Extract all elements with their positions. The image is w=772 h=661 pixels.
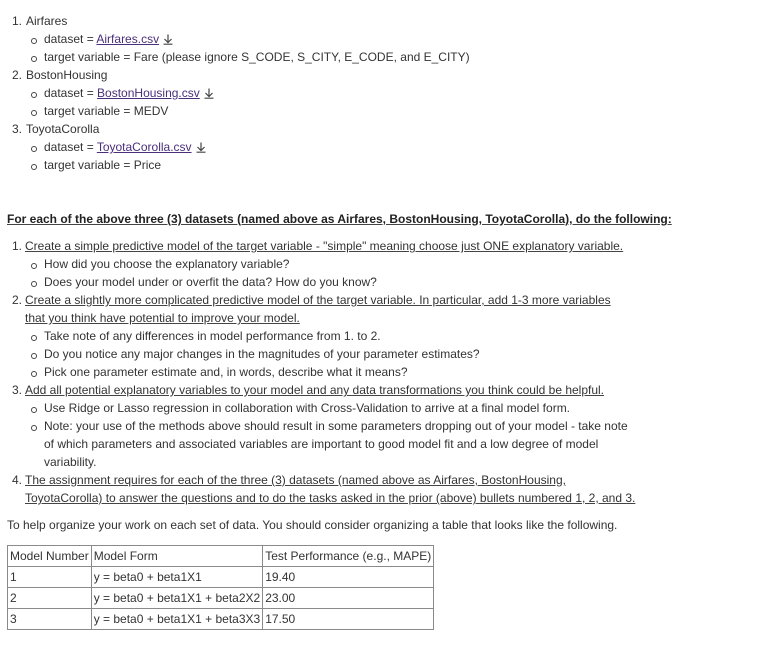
bullet-icon [31,164,37,170]
task-3-note-cont: variability. [44,455,97,469]
task-number: 3. [12,383,23,397]
bullet-icon [31,92,37,98]
table-cell: 1 [8,567,92,588]
dataset-name-airfares: Airfares [26,14,68,28]
dataset-line [44,31,173,47]
bullet-icon [31,38,37,44]
bullet-icon [31,56,37,62]
target-variable-toyotacorolla: target variable = Price [44,158,162,172]
table-intro: To help organize your work on each set of data. You should consider organizing a table that looks like the following. [7,518,618,532]
bostonhousing-csv-link[interactable]: BostonHousing.csv [97,86,200,100]
bullet-icon [31,146,37,152]
task-2-bullet: Pick one parameter estimate and, in words, describe what it means? [44,365,408,379]
table-cell: 2 [8,588,92,609]
dataset-name-toyotacorolla: ToyotaCorolla [26,122,100,136]
bullet-icon [31,353,37,359]
task-4-text: The assignment requires for each of the three (3) datasets (named above as Airfares, BostonHousing, [25,473,566,487]
instructions-heading: For each of the above three (3) datasets (named above as Airfares, BostonHousing, ToyotaCorolla), do the following: [7,212,672,226]
table-header-cell: Model Form [91,546,262,567]
task-1-text: Create a simple predictive model of the target variable - "simple" meaning choose just ONE explanatory variable. [25,239,624,253]
task-3-note: Note: your use of the methods above should result in some parameters dropping out of your model - take note [44,419,628,433]
list-number: 3. [12,122,23,136]
task-4-text-cont: ToyotaCorolla) to answer the questions and to do the tasks asked in the prior (above) bullets numbered 1, 2, and 3. [25,491,636,505]
table-row [8,588,434,609]
task-number: 2. [12,293,23,307]
table-cell: 3 [8,609,92,630]
task-2-bullet: Do you notice any major changes in the magnitudes of your parameter estimates? [44,347,480,361]
list-number: 1. [12,14,23,28]
table-cell: 19.40 [263,567,434,588]
task-number: 4. [12,473,23,487]
airfares-csv-link[interactable]: Airfares.csv [96,32,160,46]
download-icon[interactable] [204,88,214,99]
bullet-icon [31,110,37,116]
bullet-icon [31,407,37,413]
task-3-bullet: Use Ridge or Lasso regression in collaboration with Cross-Validation to arrive at a final model form. [44,401,571,415]
task-1-bullet: Does your model under or overfit the data? How do you know? [44,275,377,289]
task-2-bullet: Take note of any differences in model performance from 1. to 2. [44,329,381,343]
table-cell: 23.00 [263,588,434,609]
dataset-label: dataset = [44,32,97,46]
task-2-text: Create a slightly more complicated predictive model of the target variable. In particular, add 1-3 more variables [25,293,611,307]
dataset-line [44,139,206,155]
table-header-row [8,546,434,567]
table-header-cell: Model Number [8,546,92,567]
bullet-icon [31,425,37,431]
toyotacorolla-csv-link[interactable]: ToyotaCorolla.csv [96,140,192,154]
list-number: 2. [12,68,23,82]
task-3-text: Add all potential explanatory variables to your model and any data transformations you think could be helpful. [25,383,605,397]
bullet-icon [31,335,37,341]
task-3-note-cont: of which parameters and associated variables are important to good model fit and a low degree of model [44,437,599,451]
dataset-line [44,85,214,101]
download-icon[interactable] [163,34,173,45]
task-number: 1. [12,239,23,253]
bullet-icon [31,281,37,287]
task-2-text-cont: that you think have potential to improve your model. [25,311,300,325]
target-variable-airfares: target variable = Fare (please ignore S_CODE, S_CITY, E_CODE, and E_CITY) [44,50,470,64]
table-cell: 17.50 [263,609,434,630]
table-row [8,567,434,588]
table-header-cell: Test Performance (e.g., MAPE) [263,546,434,567]
table-cell: y = beta0 + beta1X1 [91,567,262,588]
task-1-bullet: How did you choose the explanatory variable? [44,257,290,271]
dataset-name-bostonhousing: BostonHousing [26,68,108,82]
download-icon[interactable] [196,142,206,153]
table-cell: y = beta0 + beta1X1 + beta3X3 [91,609,262,630]
model-table [7,545,434,630]
dataset-label: dataset = [44,86,98,100]
bullet-icon [31,371,37,377]
table-row [8,609,434,630]
table-cell: y = beta0 + beta1X1 + beta2X2 [91,588,262,609]
dataset-label: dataset = [44,140,97,154]
bullet-icon [31,263,37,269]
target-variable-bostonhousing: target variable = MEDV [44,104,169,118]
